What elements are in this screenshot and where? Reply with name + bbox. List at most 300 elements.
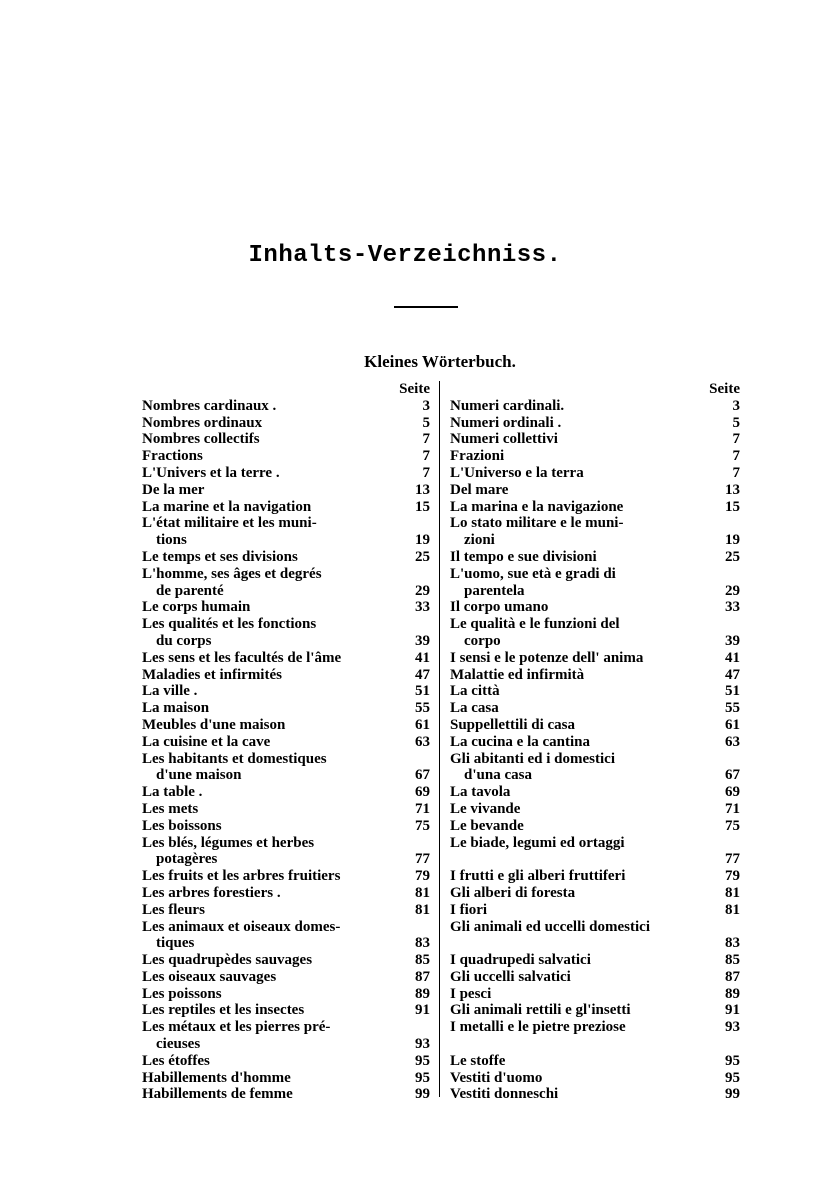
toc-line xyxy=(450,919,740,936)
entry-title: I sensi e le potenze dell' anima xyxy=(450,650,646,666)
toc-line xyxy=(142,902,430,919)
toc-line xyxy=(450,549,740,566)
italian-column xyxy=(450,381,740,1103)
entry-title: L'homme, ses âges et degrés xyxy=(142,566,325,582)
toc-line xyxy=(450,851,740,868)
toc-line xyxy=(142,1086,430,1103)
page-number: 85 xyxy=(404,952,430,969)
page-number: 3 xyxy=(714,398,740,415)
toc-line xyxy=(142,599,430,616)
page-number: 25 xyxy=(714,549,740,566)
toc-line xyxy=(450,717,740,734)
toc-entry xyxy=(450,969,740,986)
page-number: 95 xyxy=(404,1070,430,1087)
page-number: 81 xyxy=(714,885,740,902)
entry-title: tions xyxy=(156,532,190,548)
toc-entry xyxy=(142,398,430,415)
toc-line xyxy=(450,683,740,700)
entry-title: potagères xyxy=(156,851,220,867)
page-number: 75 xyxy=(714,818,740,835)
entry-title: La tavola xyxy=(450,784,513,800)
toc-entry xyxy=(450,1070,740,1087)
column-divider xyxy=(439,381,440,1097)
toc-line xyxy=(450,1053,740,1070)
entry-title: L'état militaire et les muni- xyxy=(142,515,320,531)
page-number: 55 xyxy=(404,700,430,717)
entry-title: Habillements d'homme xyxy=(142,1070,294,1086)
page-number: 93 xyxy=(714,1019,740,1036)
entry-title: Les métaux et les pierres pré- xyxy=(142,1019,333,1035)
entry-title: Vestiti donneschi xyxy=(450,1086,561,1102)
entry-title: Suppellettili di casa xyxy=(450,717,578,733)
entry-title: Il corpo umano xyxy=(450,599,551,615)
toc-line xyxy=(450,935,740,952)
toc-entry xyxy=(450,1086,740,1103)
page-column-label: Seite xyxy=(709,381,740,397)
toc-line xyxy=(450,482,740,499)
toc-line xyxy=(450,431,740,448)
entry-title: I metalli e le pietre preziose xyxy=(450,1019,629,1035)
entry-title: d'una casa xyxy=(464,767,535,783)
toc-line xyxy=(450,952,740,969)
toc-entry xyxy=(450,818,740,835)
entry-title: Habillements de femme xyxy=(142,1086,296,1102)
toc-line xyxy=(142,482,430,499)
toc-line xyxy=(450,633,740,650)
entry-title: Les blés, légumes et herbes xyxy=(142,835,317,851)
toc-line xyxy=(142,919,430,936)
entry-title: Les arbres forestiers . xyxy=(142,885,284,901)
page-number: 39 xyxy=(404,633,430,650)
toc-entry xyxy=(450,919,740,953)
page-number: 19 xyxy=(714,532,740,549)
entry-title: Nombres collectifs xyxy=(142,431,263,447)
toc-entry xyxy=(450,1002,740,1019)
page-number: 83 xyxy=(714,935,740,952)
toc-entry xyxy=(142,835,430,869)
toc-entry xyxy=(142,1086,430,1103)
toc-line xyxy=(450,784,740,801)
toc-entry xyxy=(142,599,430,616)
toc-line xyxy=(142,549,430,566)
toc-line xyxy=(142,1070,430,1087)
page-number: 7 xyxy=(404,465,430,482)
page-number: 69 xyxy=(404,784,430,801)
entry-title: La maison xyxy=(142,700,212,716)
french-entries xyxy=(142,398,430,1103)
toc-line xyxy=(142,683,430,700)
toc-line xyxy=(142,784,430,801)
page-number: 51 xyxy=(714,683,740,700)
toc-line xyxy=(450,1002,740,1019)
toc-line xyxy=(450,650,740,667)
toc-line xyxy=(450,868,740,885)
toc-line xyxy=(450,734,740,751)
italian-entries xyxy=(450,398,740,1103)
toc-line xyxy=(142,1036,430,1053)
page-number: 41 xyxy=(404,650,430,667)
toc-line xyxy=(142,751,430,768)
toc-entry xyxy=(450,683,740,700)
entry-title: Gli uccelli salvatici xyxy=(450,969,574,985)
entry-title: La cuisine et la cave xyxy=(142,734,273,750)
entry-title: La marine et la navigation xyxy=(142,499,314,515)
toc-line xyxy=(142,969,430,986)
toc-line xyxy=(142,499,430,516)
toc-entry xyxy=(142,868,430,885)
toc-entry xyxy=(450,902,740,919)
entry-title: Les habitants et domestiques xyxy=(142,751,330,767)
entry-title: Le vivande xyxy=(450,801,523,817)
page-number: 7 xyxy=(714,465,740,482)
toc-line xyxy=(450,986,740,1003)
toc-entry xyxy=(142,650,430,667)
toc-line xyxy=(450,801,740,818)
page-number: 29 xyxy=(714,583,740,600)
page-column-label: Seite xyxy=(399,381,430,397)
toc-line xyxy=(450,1036,740,1053)
toc-line xyxy=(142,952,430,969)
entry-title: Maladies et infirmités xyxy=(142,667,285,683)
entry-title: Le biade, legumi ed ortaggi xyxy=(450,835,628,851)
toc-entry xyxy=(450,1019,740,1036)
toc-entry xyxy=(142,448,430,465)
toc-entry xyxy=(450,1036,740,1053)
toc-entry xyxy=(142,734,430,751)
entry-title: Les fleurs xyxy=(142,902,208,918)
page-number: 87 xyxy=(714,969,740,986)
entry-title: Gli alberi di foresta xyxy=(450,885,578,901)
toc-entry xyxy=(142,784,430,801)
entry-title: Numeri cardinali. xyxy=(450,398,567,414)
toc-line xyxy=(450,818,740,835)
page-number: 89 xyxy=(714,986,740,1003)
entry-title: Gli abitanti ed i domestici xyxy=(450,751,618,767)
page-number: 79 xyxy=(714,868,740,885)
toc-entry xyxy=(142,1002,430,1019)
entry-title: Le corps humain xyxy=(142,599,253,615)
toc-line xyxy=(142,801,430,818)
toc-line xyxy=(450,885,740,902)
entry-title: Del mare xyxy=(450,482,511,498)
entry-title: Le qualità e le funzioni del xyxy=(450,616,623,632)
toc-line xyxy=(142,431,430,448)
toc-entry xyxy=(450,616,740,650)
toc-entry xyxy=(450,885,740,902)
toc-line xyxy=(142,700,430,717)
entry-title: Vestiti d'uomo xyxy=(450,1070,545,1086)
page-number: 47 xyxy=(714,667,740,684)
entry-title: L'Univers et la terre . xyxy=(142,465,283,481)
entry-title: I frutti e gli alberi fruttiferi xyxy=(450,868,628,884)
toc-line xyxy=(450,415,740,432)
toc-entry xyxy=(142,919,430,953)
page-number: 85 xyxy=(714,952,740,969)
french-column xyxy=(142,381,430,1103)
page-number: 91 xyxy=(714,1002,740,1019)
entry-title: Nombres ordinaux xyxy=(142,415,265,431)
toc-line xyxy=(142,515,430,532)
toc-entry xyxy=(142,751,430,785)
entry-title: I pesci xyxy=(450,986,494,1002)
toc-entry xyxy=(142,885,430,902)
entry-title: Gli animali ed uccelli domestici xyxy=(450,919,653,935)
entry-title: Le temps et ses divisions xyxy=(142,549,301,565)
page-number: 93 xyxy=(404,1036,430,1053)
entry-title: La città xyxy=(450,683,503,699)
page-number: 61 xyxy=(404,717,430,734)
toc-line xyxy=(142,633,430,650)
toc-line xyxy=(142,986,430,1003)
entry-title: L'Universo e la terra xyxy=(450,465,587,481)
toc-entry xyxy=(142,465,430,482)
toc-line xyxy=(450,599,740,616)
toc-entry xyxy=(450,952,740,969)
page-number: 83 xyxy=(404,935,430,952)
entry-title: Les reptiles et les insectes xyxy=(142,1002,307,1018)
page-number: 33 xyxy=(714,599,740,616)
entry-title: Le bevande xyxy=(450,818,527,834)
toc-line xyxy=(142,415,430,432)
page-number: 69 xyxy=(714,784,740,801)
toc-entry xyxy=(450,415,740,432)
toc-line xyxy=(142,835,430,852)
toc-line xyxy=(142,885,430,902)
page-number: 55 xyxy=(714,700,740,717)
toc-entry xyxy=(450,515,740,549)
entry-title: Les oiseaux sauvages xyxy=(142,969,279,985)
entry-title: La table . xyxy=(142,784,205,800)
toc-entry xyxy=(450,599,740,616)
toc-entry xyxy=(142,515,430,549)
section-title: Kleines Wörterbuch. xyxy=(364,352,516,371)
toc-line xyxy=(142,851,430,868)
page-number: 95 xyxy=(714,1070,740,1087)
toc-entry xyxy=(142,902,430,919)
entry-title: Meubles d'une maison xyxy=(142,717,288,733)
entry-title: La marina e la navigazione xyxy=(450,499,626,515)
toc-entry xyxy=(142,667,430,684)
toc-line xyxy=(142,667,430,684)
toc-line xyxy=(142,398,430,415)
entry-title: La casa xyxy=(450,700,502,716)
page-number: 77 xyxy=(714,851,740,868)
toc-line xyxy=(142,935,430,952)
page-number: 81 xyxy=(714,902,740,919)
page-number: 47 xyxy=(404,667,430,684)
toc-line xyxy=(142,532,430,549)
entry-title: Lo stato militare e le muni- xyxy=(450,515,626,531)
entry-title: Les qualités et les fonctions xyxy=(142,616,319,632)
page-number: 7 xyxy=(404,448,430,465)
page-number: 95 xyxy=(404,1053,430,1070)
toc-line xyxy=(450,835,740,852)
page-number: 99 xyxy=(404,1086,430,1103)
entry-title: Gli animali rettili e gl'insetti xyxy=(450,1002,634,1018)
toc-entry xyxy=(142,1019,430,1053)
toc-line xyxy=(450,566,740,583)
page-number: 5 xyxy=(404,415,430,432)
toc-entry xyxy=(450,751,740,785)
toc-line xyxy=(142,1019,430,1036)
page-number: 7 xyxy=(714,431,740,448)
page-number: 39 xyxy=(714,633,740,650)
toc-line xyxy=(142,717,430,734)
toc-line xyxy=(142,583,430,600)
page-number: 15 xyxy=(714,499,740,516)
page-number: 63 xyxy=(404,734,430,751)
toc-line xyxy=(142,566,430,583)
entry-title xyxy=(464,851,467,867)
toc-entry xyxy=(142,431,430,448)
page-title: Inhalts-Verzeichniss. xyxy=(248,242,562,269)
toc-entry xyxy=(450,784,740,801)
toc-entry xyxy=(450,868,740,885)
toc-line xyxy=(142,1053,430,1070)
entry-title: corpo xyxy=(464,633,504,649)
toc-entry xyxy=(142,700,430,717)
entry-title: cieuses xyxy=(156,1036,203,1052)
entry-title: Les boissons xyxy=(142,818,225,834)
entry-title xyxy=(450,1036,453,1052)
page-number: 91 xyxy=(404,1002,430,1019)
toc-line xyxy=(142,448,430,465)
toc-line xyxy=(142,818,430,835)
page-number: 63 xyxy=(714,734,740,751)
page-number: 13 xyxy=(404,482,430,499)
entry-title: La ville . xyxy=(142,683,200,699)
toc-entry xyxy=(142,818,430,835)
toc-line xyxy=(450,583,740,600)
page-number: 25 xyxy=(404,549,430,566)
page-number: 7 xyxy=(714,448,740,465)
toc-entry xyxy=(450,650,740,667)
toc-entry xyxy=(142,717,430,734)
entry-title: I quadrupedi salvatici xyxy=(450,952,594,968)
toc-entry xyxy=(142,952,430,969)
toc-line xyxy=(450,751,740,768)
toc-line xyxy=(450,616,740,633)
entry-title: Numeri collettivi xyxy=(450,431,561,447)
page-number: 77 xyxy=(404,851,430,868)
toc-line xyxy=(450,515,740,532)
page-number: 67 xyxy=(714,767,740,784)
page-number: 81 xyxy=(404,902,430,919)
toc-entry xyxy=(142,683,430,700)
toc-entry xyxy=(450,986,740,1003)
page-number: 81 xyxy=(404,885,430,902)
toc-entry xyxy=(450,835,740,869)
toc-line xyxy=(450,465,740,482)
page-number: 99 xyxy=(714,1086,740,1103)
toc-line xyxy=(142,1002,430,1019)
page-number: 13 xyxy=(714,482,740,499)
entry-title: L'uomo, sue età e gradi di xyxy=(450,566,619,582)
page-number: 19 xyxy=(404,532,430,549)
toc-line xyxy=(450,1086,740,1103)
toc-line xyxy=(142,465,430,482)
toc-line xyxy=(450,700,740,717)
page-number: 71 xyxy=(714,801,740,818)
toc-line xyxy=(450,499,740,516)
page-number: 15 xyxy=(404,499,430,516)
entry-title: I fiori xyxy=(450,902,490,918)
toc-entry xyxy=(142,482,430,499)
toc-entry xyxy=(142,969,430,986)
toc-line xyxy=(450,767,740,784)
toc-entry xyxy=(142,1053,430,1070)
toc-entry xyxy=(450,549,740,566)
entry-title: Il tempo e sue divisioni xyxy=(450,549,600,565)
page-number: 67 xyxy=(404,767,430,784)
page-number: 41 xyxy=(714,650,740,667)
toc-entry xyxy=(450,499,740,516)
entry-title: Nombres cardinaux . xyxy=(142,398,279,414)
toc-entry xyxy=(142,1070,430,1087)
toc-entry xyxy=(450,566,740,600)
entry-title: Les fruits et les arbres fruitiers xyxy=(142,868,343,884)
page-number: 89 xyxy=(404,986,430,1003)
toc-line xyxy=(450,1019,740,1036)
entry-title: Malattie ed infirmità xyxy=(450,667,587,683)
toc-entry xyxy=(450,700,740,717)
toc-line xyxy=(450,448,740,465)
toc-entry xyxy=(142,499,430,516)
toc-line xyxy=(142,650,430,667)
toc-line xyxy=(450,969,740,986)
entry-title: Les sens et les facultés de l'âme xyxy=(142,650,344,666)
page-number: 51 xyxy=(404,683,430,700)
toc-entry xyxy=(450,465,740,482)
toc-entry xyxy=(450,482,740,499)
entry-title: parentela xyxy=(464,583,528,599)
entry-title: La cucina e la cantina xyxy=(450,734,593,750)
toc-line xyxy=(450,902,740,919)
entry-title: Frazioni xyxy=(450,448,507,464)
entry-title: Le stoffe xyxy=(450,1053,508,1069)
page-number: 3 xyxy=(404,398,430,415)
entry-title xyxy=(464,935,467,951)
toc-line xyxy=(450,667,740,684)
entry-title: Les quadrupèdes sauvages xyxy=(142,952,315,968)
page-number: 29 xyxy=(404,583,430,600)
toc-entry xyxy=(450,717,740,734)
entry-title: tiques xyxy=(156,935,197,951)
toc-line xyxy=(142,868,430,885)
toc-entry xyxy=(450,801,740,818)
toc-entry xyxy=(450,734,740,751)
toc-line xyxy=(142,616,430,633)
entry-title: Numeri ordinali . xyxy=(450,415,564,431)
toc-entry xyxy=(142,801,430,818)
toc-line xyxy=(450,398,740,415)
toc-entry xyxy=(450,667,740,684)
entry-title: Fractions xyxy=(142,448,206,464)
entry-title: du corps xyxy=(156,633,214,649)
toc-line xyxy=(142,734,430,751)
entry-title: d'une maison xyxy=(156,767,244,783)
toc-entry xyxy=(450,448,740,465)
page-number: 79 xyxy=(404,868,430,885)
entry-title: Les mets xyxy=(142,801,201,817)
page-number: 5 xyxy=(714,415,740,432)
entry-title: De la mer xyxy=(142,482,207,498)
toc-entry xyxy=(142,415,430,432)
toc-line xyxy=(450,532,740,549)
page-number: 7 xyxy=(404,431,430,448)
page-number: 95 xyxy=(714,1053,740,1070)
toc-line xyxy=(450,1070,740,1087)
